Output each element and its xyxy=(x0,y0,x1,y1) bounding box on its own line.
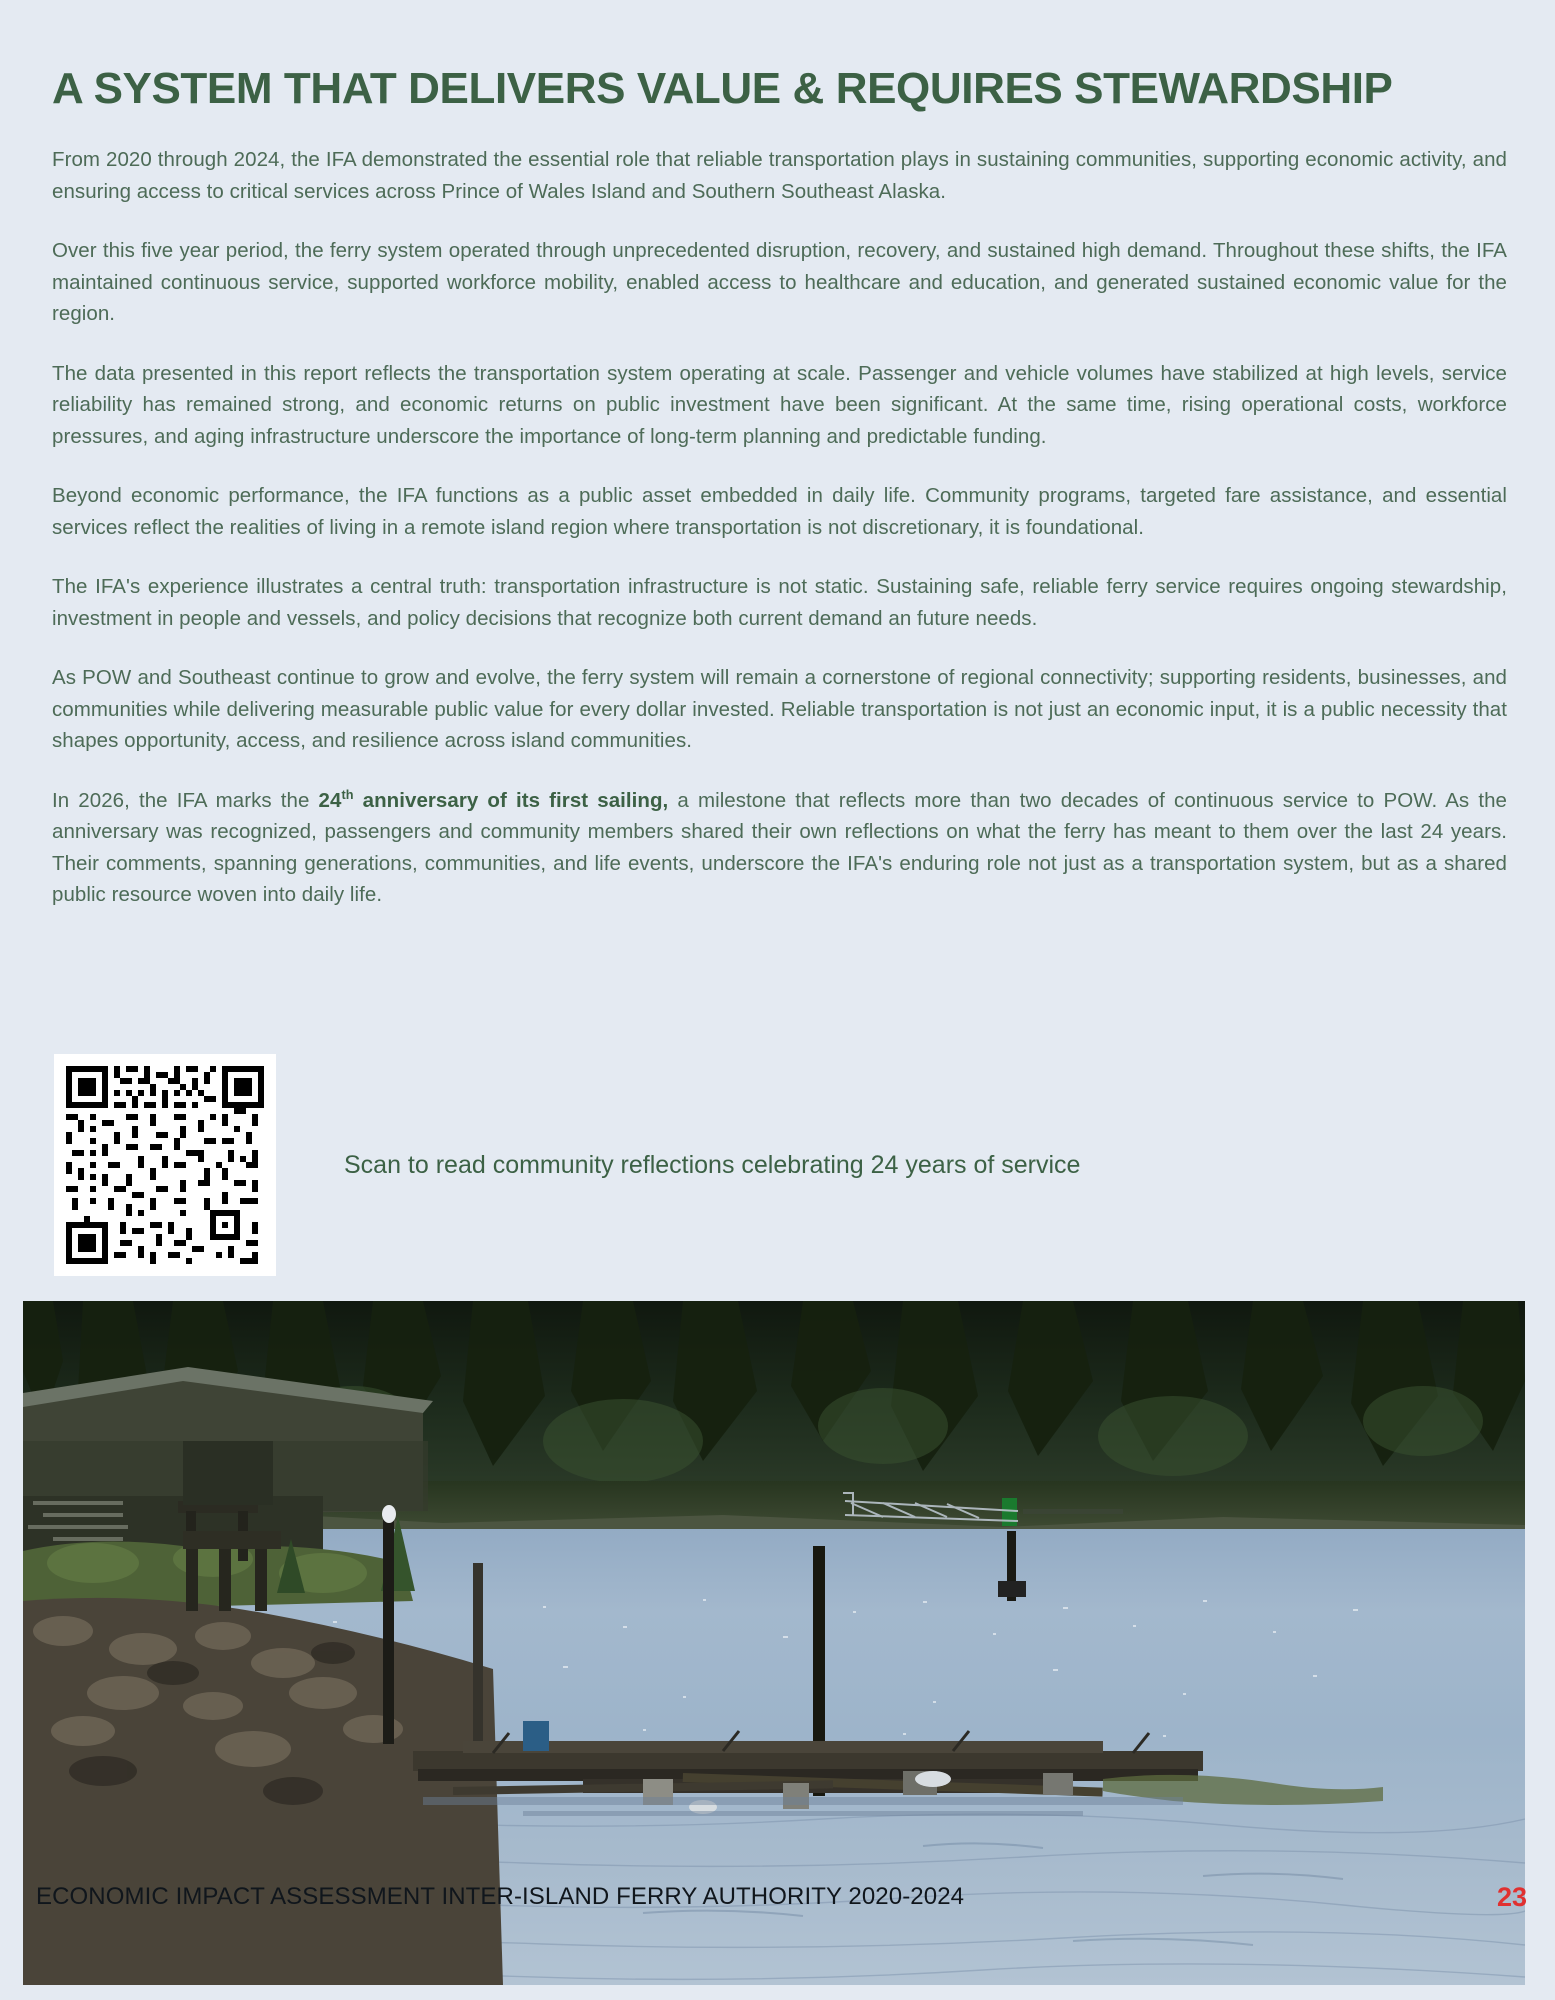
qr-caption: Scan to read community reflections celebrating 24 years of service xyxy=(344,1150,1081,1179)
qr-code-icon[interactable] xyxy=(54,1054,276,1276)
paragraph-3: The data presented in this report reflects the transportation system operating at scale. Passenger and vehicle volumes have stabilized at high levels, service reliability has remained strong, and economic returns on public investment have been significant. At the same time, rising operational costs, workforce pressures, and aging infrastructure underscore the importance of long-term planning and predictable funding. xyxy=(52,361,1507,448)
anniversary-phrase: anniversary of its first sailing, xyxy=(353,788,669,812)
paragraph-2: Over this five year period, the ferry system operated through unprecedented disruption, recovery, and sustained high demand. Throughout these shifts, the IFA maintained continuous service, supported workforce mobility, enabled access to healthcare and education, and generated sustained economic value for the region. xyxy=(52,239,1507,325)
paragraph-5: The IFA's experience illustrates a central truth: transportation infrastructure is not static. Sustaining safe, reliable ferry service requires ongoing stewardship, investment in people and vessels, and policy decisions that recognize both current demand an future needs. xyxy=(52,575,1507,630)
paragraph-7-anniversary xyxy=(52,785,1507,911)
body-text-column xyxy=(52,144,1507,911)
page-number: 23 xyxy=(1496,1882,1527,1912)
paragraph-1: From 2020 through 2024, the IFA demonstrated the essential role that reliable transportation plays in sustaining communities, supporting economic activity, and ensuring access to critical services across Prince of Wales Island and Southern Southeast Alaska. xyxy=(52,148,1507,203)
anniversary-number: 24 xyxy=(318,788,342,812)
paragraph-7-tail: a milestone that reflects more than two decades of continuous service to POW. As the anniversary was recognized, passengers and community members shared their own reflections on what the ferry has meant to them over the last 24 years. Their comments, spanning generations, communities, and life events, underscore the IFA's enduring role not just as a transportation system, but as a shared public resource woven into daily life. xyxy=(52,788,1507,906)
qr-scan-block xyxy=(54,1054,1080,1276)
paragraph-4: Beyond economic performance, the IFA functions as a public asset embedded in daily life. Community programs, targeted fare assistance, and essential services reflect the realities of living in a remote island region where transportation is not discretionary, it is foundational. xyxy=(52,484,1507,539)
paragraph-6: As POW and Southeast continue to grow and evolve, the ferry system will remain a cornerstone of regional connectivity; supporting residents, businesses, and communities while delivering measurable public value for every dollar invested. Reliable transportation is not just an economic input, it is a public necessity that shapes opportunity, access, and resilience across island communities. xyxy=(52,666,1507,752)
page-title: A SYSTEM THAT DELIVERS VALUE & REQUIRES STEWARDSHIP xyxy=(52,64,1393,114)
anniversary-emphasis xyxy=(318,786,669,812)
footer-report-title: ECONOMIC IMPACT ASSESSMENT INTER-ISLAND FERRY AUTHORITY 2020-2024 xyxy=(36,1883,965,1910)
anniversary-ordinal-suffix: th xyxy=(341,786,354,802)
paragraph-7-lead: In 2026, the IFA marks the xyxy=(52,788,319,812)
